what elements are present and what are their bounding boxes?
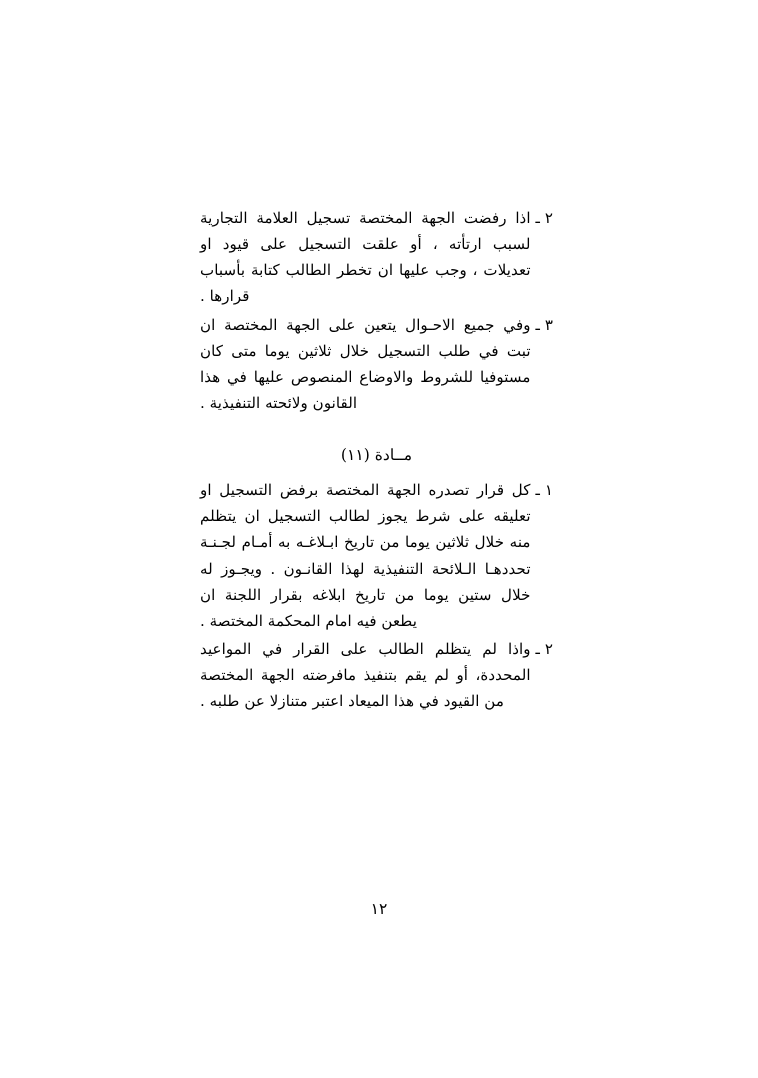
list-item-marker: ٣ ـ (535, 315, 553, 334)
list-item-text: واذا لم يتظلم الطالب على القرار في المواعيد المحددة، أو لم يقم بتنفيذ مافرضته الجهة المختصة من القيود في هذا الميعاد اعتبر متنازلا عن طلبه . (200, 639, 531, 711)
list-item-marker: ٢ ـ (535, 639, 553, 658)
list-item-text: كل قرار تصدره الجهة المختصة برفض التسجيل او تعليقه على شرط يجوز لطالب التسجيل ان يتظلم منه خلال ثلاثين يوما من تاريخ ابـلاغـه به أمـام لجـنـة تحددهـا الـلائحة التنفيذية لهذا القانـون . ويجـوز له خلال ستين يوما من تاريخ ابلاغه بقرار اللجنة ان يطعن فيه امام المحكمة المختصة . (200, 481, 531, 630)
list-item-text: وفي جميع الاحـوال يتعين على الجهة المختصة ان تبت في طلب التسجيل خلال ثلاثين يوما متى كان مستوفيا للشروط والاوضاع المنصوص عليها في هذا القانون ولائحته التنفيذية . (200, 315, 531, 412)
list-item-marker: ١ ـ (535, 481, 553, 500)
list-item-marker: ٢ ـ (535, 209, 553, 227)
list-item (200, 205, 553, 310)
page-number: ١٢ (370, 900, 388, 918)
section-continued-list (200, 205, 553, 416)
list-item (200, 312, 553, 417)
section-article-11 (200, 446, 553, 714)
article-heading: مــادة (١١) (340, 446, 413, 465)
list-item (200, 636, 553, 714)
list-item (200, 477, 553, 634)
page-content (200, 205, 553, 716)
list-item-text: اذا رفضت الجهة المختصة تسجيل العلامة التجارية لسبب ارتأته ، أو علقت التسجيل على قيود او تعديلات ، وجب عليها ان تخطر الطالب كتابة بأسباب قرارها . (200, 209, 531, 306)
